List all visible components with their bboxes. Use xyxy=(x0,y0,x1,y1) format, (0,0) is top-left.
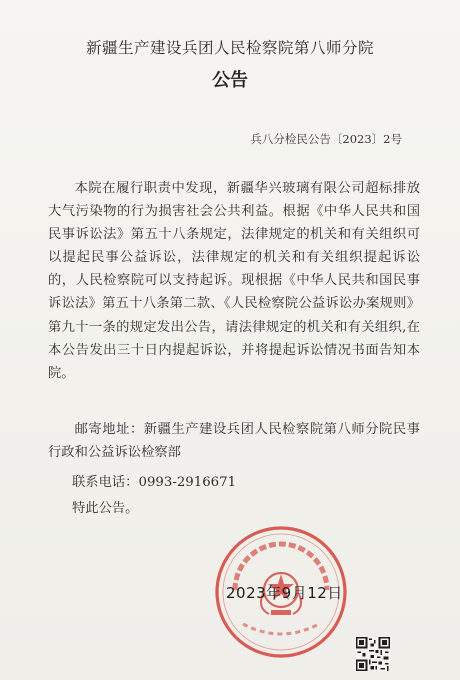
body-paragraph: 本院在履行职责中发现，新疆华兴玻璃有限公司超标排放大气污染物的行为损害社会公共利益。根据《中华人民共和国民事诉讼法》第五十八条规定，法律规定的机关和有关组织可以提起民事公益诉讼，法律规定的机关和有关组织提起诉讼的，人民检察院可以支持起诉。现根据《中华人民共和国民事诉讼法》第五十八条第二款、《人民检察院公益诉讼办案规则》第九十一条的规定发出公告，请法律规定的机关和有关组织,在本公告发出三十日内提起诉讼，并将提起诉讼情况书面告知本院。 xyxy=(48,181,420,381)
body-text xyxy=(48,177,420,385)
contact-phone: 联系电话：0993-2916671 xyxy=(72,475,237,490)
document-title: 公告 xyxy=(212,70,248,91)
document-number: 兵八分检民公告〔2023〕2号 xyxy=(250,132,402,146)
qr-code-icon xyxy=(356,637,390,671)
mailing-address: 邮寄地址：新疆生产建设兵团人民检察院第八师分院民事行政和公益诉讼检察部 xyxy=(48,422,420,461)
issue-date: 2023年9月12日 xyxy=(226,584,343,602)
closing-line: 特此公告。 xyxy=(72,501,139,516)
issuer-name: 新疆生产建设兵团人民检察院第八师分院 xyxy=(85,39,374,57)
